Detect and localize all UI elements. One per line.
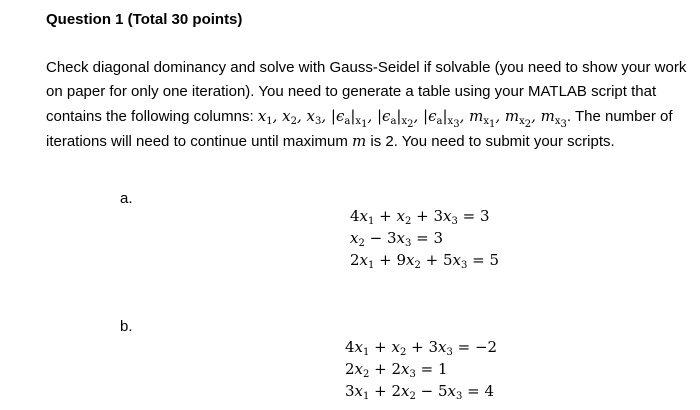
equation-variable: x — [350, 229, 359, 247]
equation-subscript: 3 — [446, 347, 453, 358]
equation-variable: x — [354, 338, 364, 356]
part-a-label: a. — [120, 190, 133, 207]
equation-equals: = — [452, 338, 475, 356]
equation-variable: x — [406, 251, 415, 269]
equation-variable: x — [396, 229, 405, 247]
equation-subscript: 2 — [404, 216, 412, 227]
equation-operator: + — [411, 207, 434, 225]
equation-operator: + — [369, 360, 392, 378]
equation — [350, 205, 499, 227]
equation-subscript: 2 — [363, 369, 370, 380]
equation-equals: = — [415, 360, 438, 378]
max-m-variable: m — [351, 132, 367, 150]
equation-coefficient: 2 — [391, 360, 402, 378]
question-title: Question 1 (Total 30 points) — [46, 11, 243, 28]
equation-operator: − — [415, 382, 438, 400]
equation-subscript: 1 — [363, 347, 370, 358]
equation-coefficient: 2 — [350, 251, 360, 269]
equation — [350, 227, 499, 249]
equation-operator: + — [374, 251, 397, 269]
part-b-label: b. — [120, 318, 133, 335]
equation-variable: x — [359, 251, 369, 269]
equation-variable: x — [447, 382, 457, 400]
equation-subscript: 3 — [404, 238, 412, 249]
equation-equals: = — [411, 229, 434, 247]
equation-coefficient: 3 — [433, 207, 443, 225]
equation-variable: x — [452, 251, 462, 269]
column-list-math: $x_1$, $x_2$, $x_3$, $|\epsilon_a|_{x_1}$, $|\epsilon_a|_{x_2}$, $|\epsilon_a|_{x_3}$, $m_{x_1}$, $m_{x_2}$, $m_{x_3}$ — [257, 107, 567, 130]
equation — [345, 336, 497, 358]
equation-variable: x — [354, 360, 364, 378]
instructions-line-3-start: contains the following columns: — [46, 108, 258, 125]
instructions-line-2: on paper for only one iteration). You need to generate a table using your MATLAB script that — [46, 83, 657, 100]
equation-subscript: 3 — [409, 369, 416, 380]
equation-operator: − — [364, 229, 387, 247]
equation-variable: x — [391, 338, 400, 356]
equation-subscript: 2 — [409, 391, 416, 402]
equation-coefficient: 5 — [438, 382, 448, 400]
equation-coefficient: 2 — [391, 382, 402, 400]
equation-subscript: 3 — [456, 391, 463, 402]
equation-coefficient: 4 — [345, 338, 355, 356]
instructions-line-3-end: . The number of — [566, 108, 673, 125]
equation — [350, 249, 499, 271]
equation-variable: x — [396, 207, 405, 225]
equation-variable: x — [438, 338, 447, 356]
equation-operator: + — [406, 338, 429, 356]
equation-subscript: 1 — [368, 216, 375, 227]
equation-subscript: 2 — [399, 347, 407, 358]
equation-equals: = — [457, 207, 480, 225]
equation-coefficient: 5 — [443, 251, 453, 269]
equation-variable: x — [354, 382, 364, 400]
equation-equals: = — [462, 382, 485, 400]
equation-coefficient: 3 — [345, 382, 355, 400]
equation-rhs: 1 — [438, 360, 448, 378]
equation-subscript: 3 — [451, 216, 458, 227]
equation-operator: + — [374, 207, 397, 225]
equation-operator: + — [369, 382, 392, 400]
equation-rhs: 3 — [433, 229, 443, 247]
equation-rhs: 4 — [484, 382, 495, 400]
equation-operator: + — [369, 338, 392, 356]
equation-operator: + — [420, 251, 443, 269]
equation-system-b — [345, 336, 497, 402]
equation-rhs: −2 — [474, 338, 498, 356]
instructions-line-3 — [46, 104, 694, 129]
equation-equals: = — [467, 251, 490, 269]
equation-coefficient: 2 — [345, 360, 355, 378]
equation-variable: x — [401, 382, 410, 400]
equation-subscript: 3 — [461, 260, 468, 271]
equation-rhs: 5 — [489, 251, 500, 269]
equation-rhs: 3 — [479, 207, 490, 225]
instructions-line-4-end: is 2. You need to submit your scripts. — [366, 133, 615, 150]
equation-variable: x — [359, 207, 369, 225]
instructions-paragraph — [46, 56, 694, 154]
instructions-line-1: Check diagonal dominancy and solve with Gauss-Seidel if solvable (you need to show your work — [46, 59, 687, 76]
equation-subscript: 1 — [363, 391, 370, 402]
equation-coefficient: 3 — [386, 229, 397, 247]
equation-coefficient: 9 — [396, 251, 407, 269]
equation — [345, 358, 497, 380]
instructions-line-4 — [46, 129, 694, 154]
equation-variable: x — [443, 207, 452, 225]
equation-coefficient: 4 — [350, 207, 360, 225]
equation-subscript: 2 — [414, 260, 421, 271]
equation-subscript: 2 — [358, 238, 365, 249]
equation-subscript: 1 — [368, 260, 375, 271]
equation — [345, 380, 497, 402]
equation-system-a — [350, 205, 499, 271]
instructions-line-4-start: iterations will need to continue until maximum — [46, 133, 352, 150]
equation-variable: x — [401, 360, 410, 378]
equation-coefficient: 3 — [428, 338, 438, 356]
